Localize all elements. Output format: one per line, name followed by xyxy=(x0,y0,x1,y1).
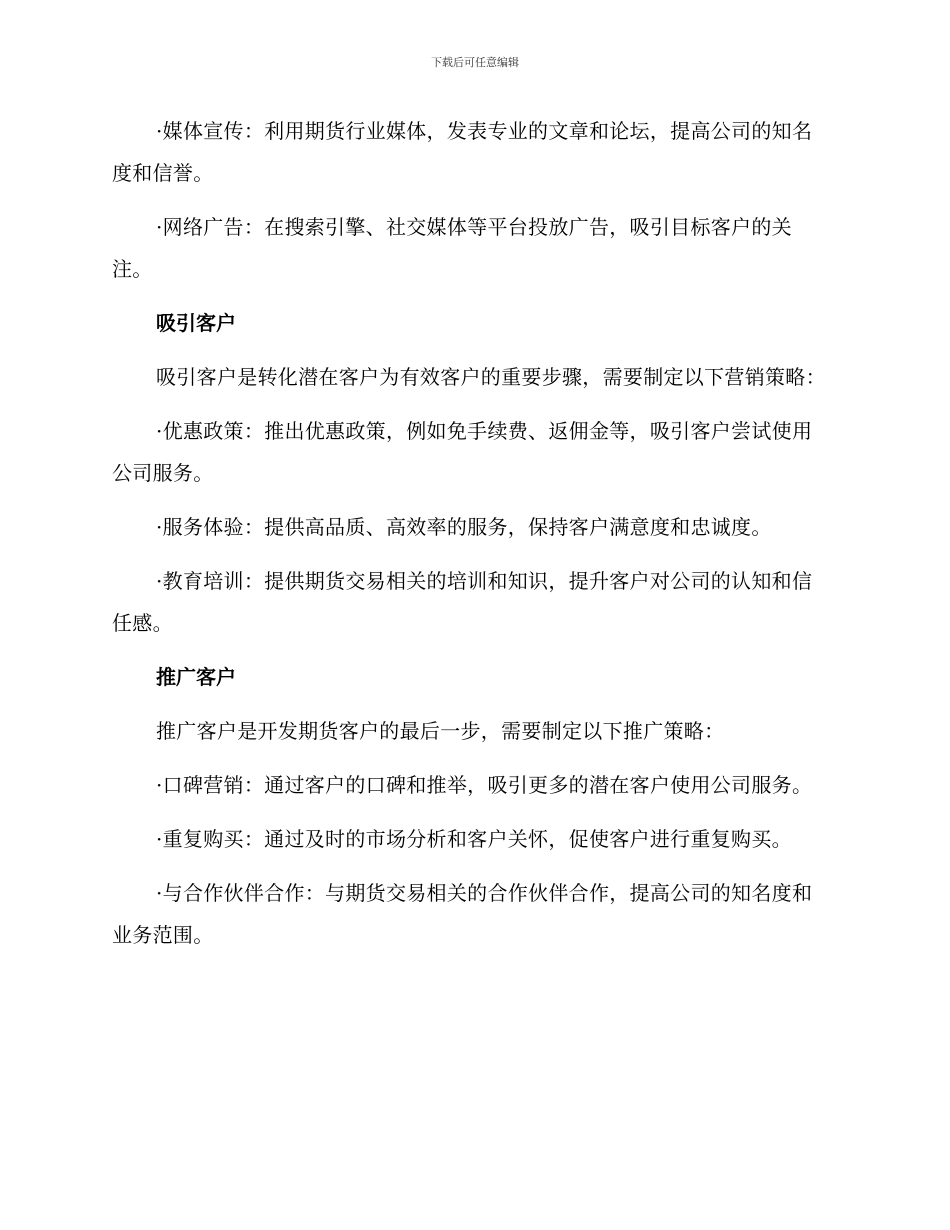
bullet-partner-cooperation: ·与合作伙伴合作：与期货交易相关的合作伙伴合作，提高公司的知名度和业务范围。 xyxy=(112,881,813,947)
paragraph-promote-intro: 推广客户是开发期货客户的最后一步，需要制定以下推广策略： xyxy=(156,719,725,743)
document-body xyxy=(112,110,832,968)
paragraph-attract-intro: 吸引客户是转化潜在客户为有效客户的重要步骤，需要制定以下营销策略： xyxy=(156,365,826,389)
bullet-word-of-mouth: ·口碑营销：通过客户的口碑和推举，吸引更多的潜在客户使用公司服务。 xyxy=(156,773,813,797)
page-header: 下载后可任意编辑 xyxy=(431,56,519,69)
section-heading-promote-clients: 推广客户 xyxy=(156,665,236,689)
bullet-media-promotion: ·媒体宣传：利用期货行业媒体，发表专业的文章和论坛，提高公司的知名度和信誉。 xyxy=(112,119,813,185)
bullet-service-experience: ·服务体验：提供高品质、高效率的服务，保持客户满意度和忠诚度。 xyxy=(156,515,772,539)
section-heading-attract-clients: 吸引客户 xyxy=(156,311,236,335)
bullet-education-training: ·教育培训：提供期货交易相关的培训和知识，提升客户对公司的认知和信任感。 xyxy=(112,569,813,635)
bullet-online-ads: ·网络广告：在搜索引擎、社交媒体等平台投放广告，吸引目标客户的关注。 xyxy=(112,215,792,281)
bullet-discount-policy: ·优惠政策：推出优惠政策，例如免手续费、返佣金等，吸引客户尝试使用公司服务。 xyxy=(112,419,813,485)
bullet-repeat-purchase: ·重复购买：通过及时的市场分析和客户关怀，促使客户进行重复购买。 xyxy=(156,827,792,851)
